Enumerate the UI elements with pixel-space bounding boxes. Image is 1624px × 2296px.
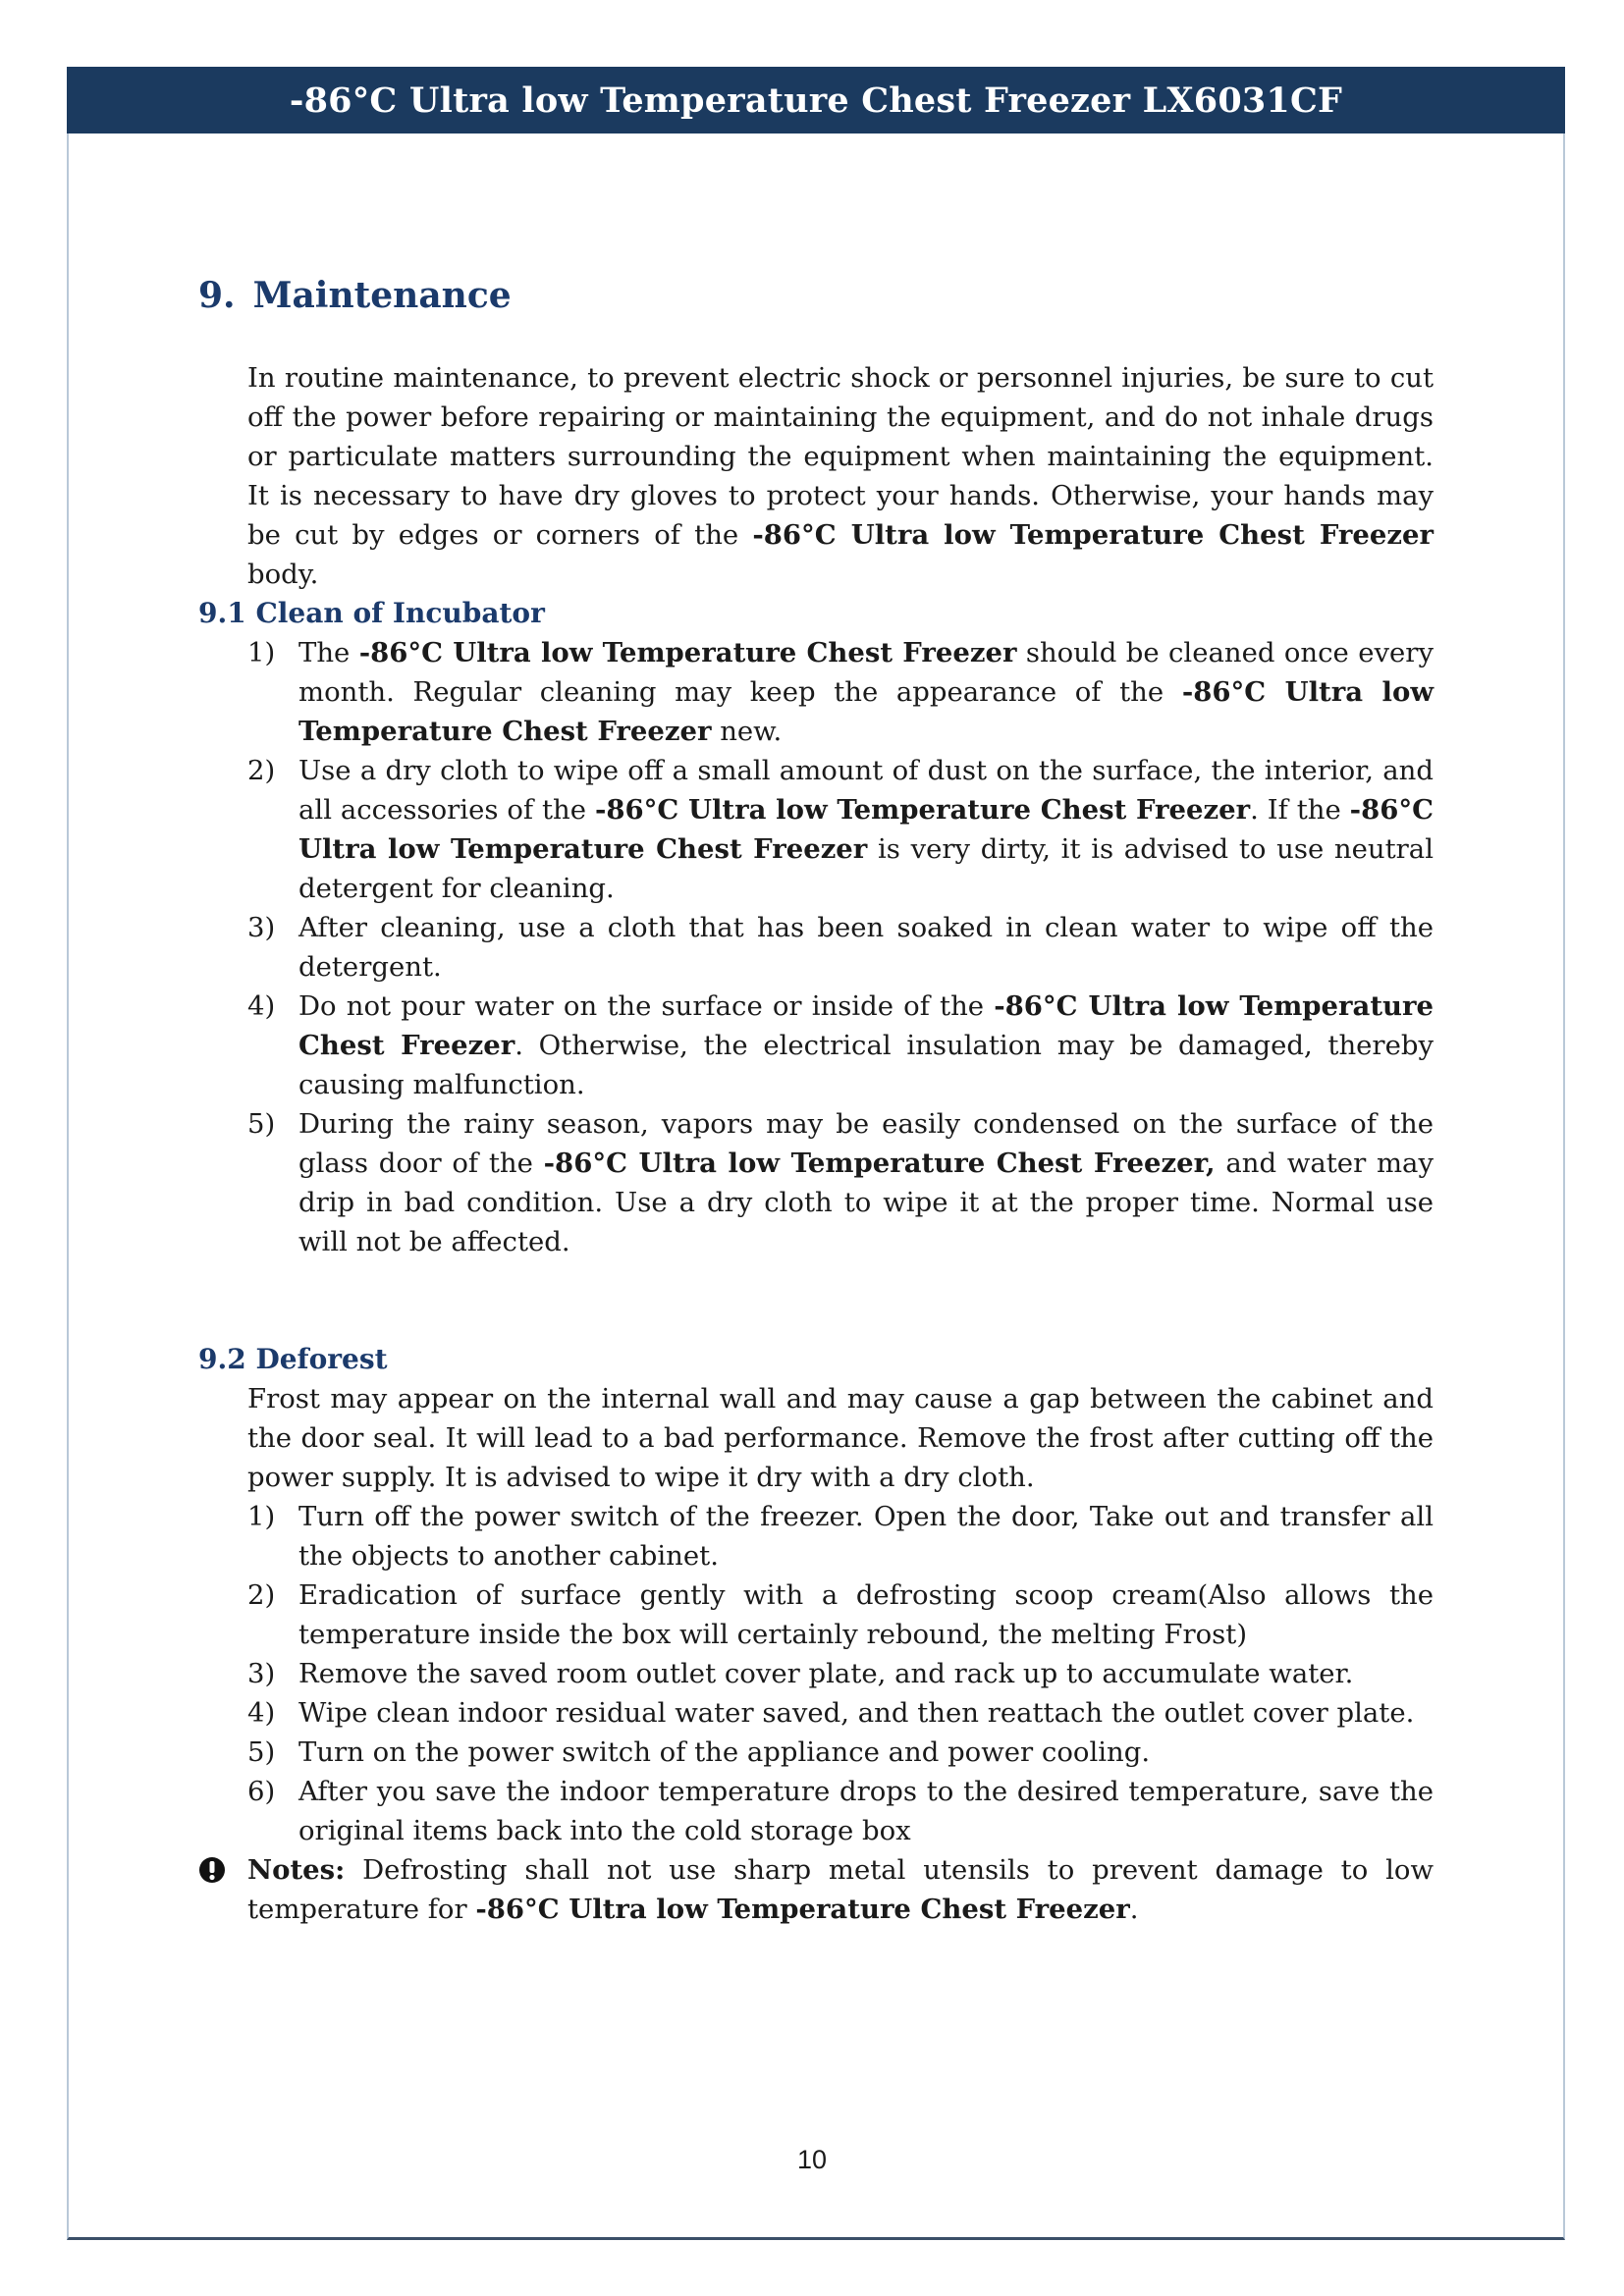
list-item-text: Remove the saved room outlet cover plate, and rack up to accumulate water. (298, 1658, 1354, 1689)
header-title: -86°C Ultra low Temperature Chest Freezer LX6031CF (289, 80, 1343, 121)
text-run: new. (711, 716, 783, 747)
list-item (247, 1575, 1434, 1654)
list-item (247, 1733, 1434, 1772)
list-item-text: Turn on the power switch of the appliance and power cooling. (298, 1736, 1151, 1768)
list-item (247, 1497, 1434, 1575)
list-item-text: After cleaning, use a cloth that has been soaked in clean water to wipe off the detergent. (298, 912, 1434, 983)
list-item-text: After you save the indoor temperature drops to the desired temperature, save the original items back into the cold storage box (298, 1776, 1434, 1846)
note-label: Notes: (247, 1854, 346, 1886)
list-item-number: 5) (247, 1736, 276, 1768)
text-run: The (298, 637, 359, 668)
text-run: Use a dry cloth to wipe off a small amount of dust on the surface, the interior, and all accessories of the (298, 755, 1434, 826)
text-run: Defrosting shall not use sharp metal utensils to prevent damage to low temperature for (247, 1854, 1434, 1925)
list-item-text (298, 987, 1434, 1104)
intro-product-name: -86°C Ultra low Temperature Chest Freezer (752, 519, 1434, 551)
list-item (247, 633, 1434, 751)
text-run: . (1129, 1894, 1139, 1925)
text-run: and water may drip in bad condition. Use a dry cloth to wipe it at the proper time. Normal use will not be affected. (298, 1148, 1434, 1257)
list-item-number: 5) (247, 1108, 276, 1140)
list-item-number: 4) (247, 1697, 276, 1729)
product-name: -86°C Ultra low Temperature Chest Freezer (358, 637, 1017, 668)
list-item-number: 1) (247, 1501, 276, 1532)
intro-text-b: body. (247, 559, 319, 590)
subsection-clean-heading: 9.1 Clean of Incubator (198, 597, 545, 629)
document-header (67, 67, 1565, 133)
product-name: -86°C Ultra low Temperature Chest Freezer (475, 1894, 1130, 1925)
text-run: Do not pour water on the surface or inside of the (298, 990, 995, 1022)
list-item-text (298, 751, 1434, 908)
maintenance-intro (247, 358, 1434, 594)
list-item-number: 1) (247, 637, 276, 668)
clean-list (247, 633, 1434, 1261)
list-item-text: Turn off the power switch of the freezer. Open the door, Take out and transfer all the objects to another cabinet. (298, 1501, 1434, 1572)
intro-text-a: In routine maintenance, to prevent electric shock or personnel injuries, be sure to cut off the power before repairing or maintaining the equipment, and do not inhale drugs or particulate matters surrounding the equipment when maintaining the equipment. It is necessary to have dry gloves to protect your hands. Otherwise, your hands may be cut by edges or corners of the (247, 362, 1434, 551)
subsection-deforest-heading: 9.2 Deforest (198, 1343, 388, 1375)
product-name: -86°C Ultra low Temperature Chest Freezer (594, 794, 1251, 826)
text-run: During the rainy season, vapors may be easily condensed on the surface of the glass door of the (298, 1108, 1434, 1179)
list-item-number: 3) (247, 1658, 276, 1689)
list-item-number: 2) (247, 755, 276, 786)
product-name: -86°C Ultra low Temperature Chest Freezer (298, 794, 1434, 865)
deforest-list (247, 1497, 1434, 1850)
text-run: should be cleaned once every month. Regular cleaning may keep the appearance of the (298, 637, 1434, 708)
product-name: -86°C Ultra low Temperature Chest Freezer (298, 676, 1434, 747)
product-name: -86°C Ultra low Temperature Chest Freezer, (543, 1148, 1216, 1179)
list-item-number: 3) (247, 912, 276, 943)
list-item-text (298, 1104, 1434, 1261)
list-item (247, 1693, 1434, 1733)
defrost-note (198, 1850, 1434, 1929)
text-run: . If the (1250, 794, 1350, 826)
list-item-number: 4) (247, 990, 276, 1022)
list-item (247, 987, 1434, 1104)
list-item-text (298, 633, 1434, 751)
deforest-intro: Frost may appear on the internal wall and may cause a gap between the cabinet and the door seal. It will lead to a bad performance. Remove the frost after cutting off the power supply. It is advised to wipe it dry with a dry cloth. (247, 1383, 1434, 1493)
page-number: 10 (796, 2145, 828, 2174)
list-item-text: Wipe clean indoor residual water saved, and then reattach the outlet cover plate. (298, 1697, 1415, 1729)
list-item (247, 1772, 1434, 1850)
section-number: 9. (198, 275, 236, 316)
section-title: Maintenance (252, 275, 512, 316)
list-item (247, 1104, 1434, 1261)
exclamation-icon (198, 1850, 247, 1929)
list-item (247, 908, 1434, 987)
text-run: is very dirty, it is advised to use neutral detergent for cleaning. (298, 833, 1434, 904)
product-name: -86°C Ultra low Temperature Chest Freezer (298, 990, 1435, 1061)
section-heading (198, 275, 512, 316)
list-item-number: 6) (247, 1776, 276, 1807)
text-run: . Otherwise, the electrical insulation may be damaged, thereby causing malfunction. (298, 1030, 1434, 1100)
list-item-number: 2) (247, 1579, 276, 1611)
note-text (247, 1850, 1434, 1929)
list-item-text: Eradication of surface gently with a defrosting scoop cream(Also allows the temperature inside the box will certainly rebound, the melting Frost) (298, 1579, 1434, 1650)
list-item (247, 751, 1434, 908)
list-item (247, 1654, 1434, 1693)
